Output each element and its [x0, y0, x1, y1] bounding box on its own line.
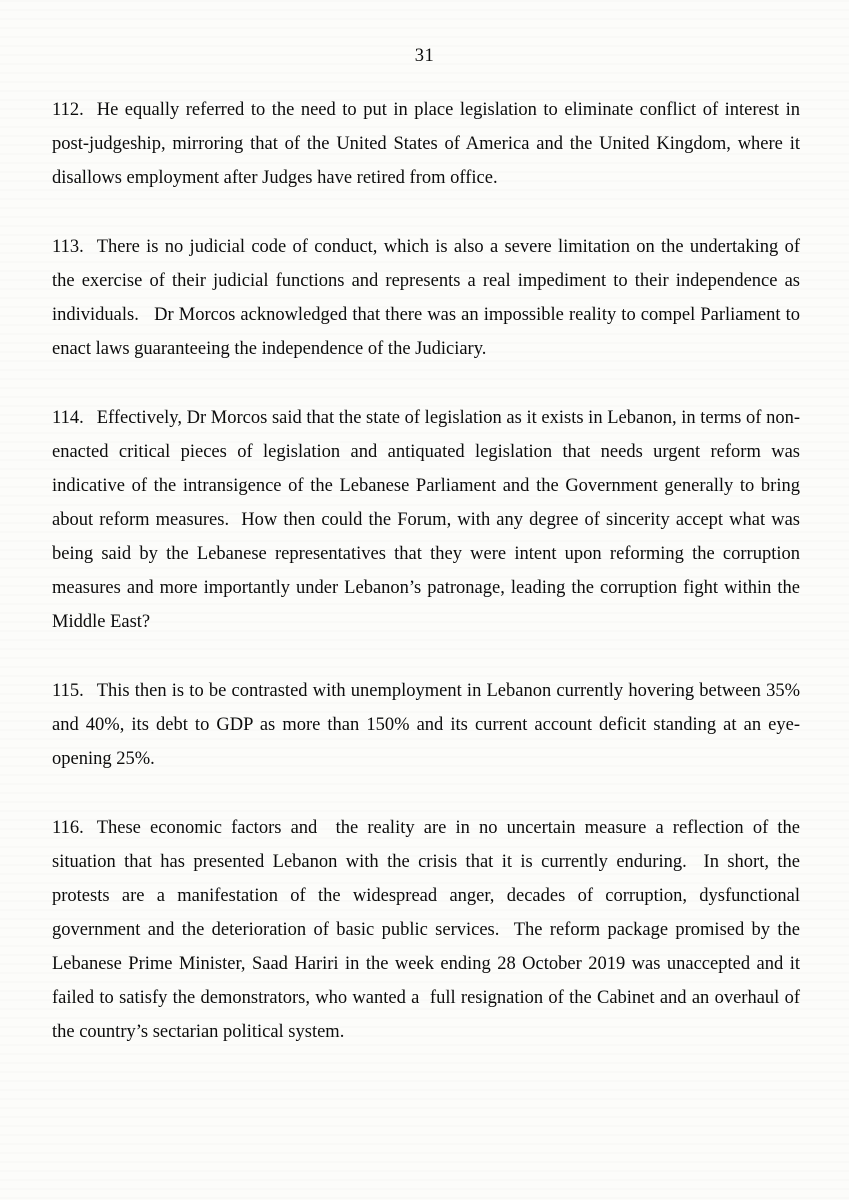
paragraph-116: [52, 811, 800, 1049]
paragraph-number: 115.: [52, 681, 84, 701]
paragraph-115: [52, 674, 800, 776]
paragraph-number: 114.: [52, 408, 84, 428]
paragraph-text: He equally referred to the need to put in place legislation to eliminate conflict of interest in post-judgeship, mirroring that of the United States of America and the United Kingdom, where it disallows employment after Judges have retired from office.: [52, 100, 800, 188]
paragraph-number: 112.: [52, 100, 84, 120]
paragraph-114: [52, 401, 800, 639]
paragraph-text: Effectively, Dr Morcos said that the state of legislation as it exists in Lebanon, in terms of non-enacted critical pieces of legislation and antiquated legislation that needs urgent reform was indicative of the intransigence of the Lebanese Parliament and the Government generally to bring about reform measures. How then could the Forum, with any degree of sincerity accept what was being said by the Lebanese representatives that they were intent upon reforming the corruption measures and more importantly under Lebanon’s patronage, leading the corruption fight within the Middle East?: [52, 408, 800, 632]
paragraph-112: [52, 93, 800, 195]
page-content: [52, 93, 800, 1049]
page-number: 31: [414, 46, 435, 66]
paragraph-number: 113.: [52, 237, 84, 257]
paragraph-text: There is no judicial code of conduct, which is also a severe limitation on the undertaking of the exercise of their judicial functions and represents a real impediment to their independence as individuals. Dr Morcos acknowledged that there was an impossible reality to compel Parliament to enact laws guaranteeing the independence of the Judiciary.: [52, 237, 800, 359]
paragraph-text: This then is to be contrasted with unemployment in Lebanon currently hovering between 35% and 40%, its debt to GDP as more than 150% and its current account deficit standing at an eye-opening 25%.: [52, 681, 800, 769]
paragraph-number: 116.: [52, 818, 84, 838]
paragraph-text: These economic factors and the reality are in no uncertain measure a reflection of the situation that has presented Lebanon with the crisis that it is currently enduring. In short, the protests are a manifestation of the widespread anger, decades of corruption, dysfunctional government and the deterioration of basic public services. The reform package promised by the Lebanese Prime Minister, Saad Hariri in the week ending 28 October 2019 was unaccepted and it failed to satisfy the demonstrators, who wanted a full resignation of the Cabinet and an overhaul of the country’s sectarian political system.: [52, 818, 800, 1042]
paragraph-113: [52, 230, 800, 366]
